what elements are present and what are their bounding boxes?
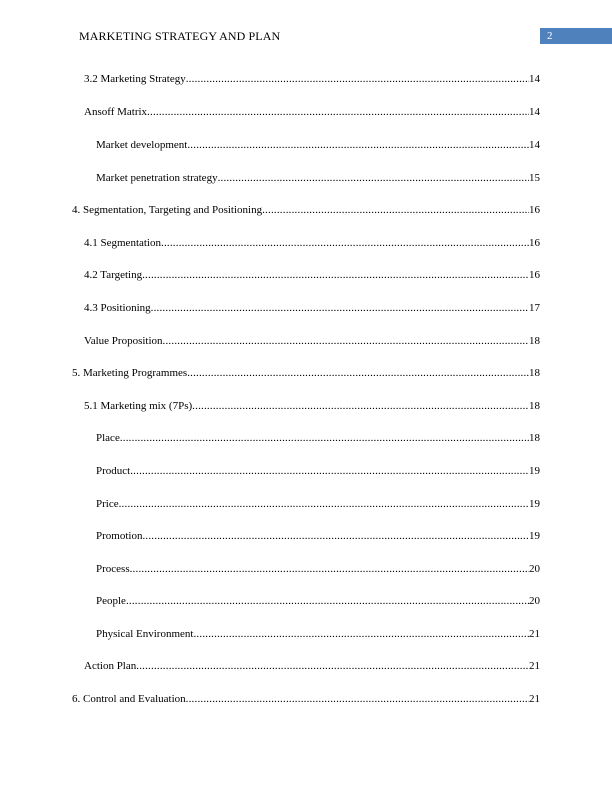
toc-entry-label: Market development [96, 139, 188, 151]
toc-entry-label: Value Proposition [84, 335, 163, 347]
toc-entry-page: 19 [529, 530, 540, 542]
toc-dot-leader [193, 626, 529, 642]
toc-dot-leader [161, 235, 529, 251]
toc-dot-leader [126, 593, 529, 609]
toc-dot-leader [192, 398, 529, 414]
toc-entry-page: 14 [529, 73, 540, 85]
toc-entry-page: 16 [529, 269, 540, 281]
toc-entry[interactable] [96, 496, 540, 512]
toc-dot-leader [187, 137, 529, 153]
toc-dot-leader [218, 170, 529, 186]
toc-dot-leader [186, 71, 529, 87]
toc-dot-leader [151, 300, 529, 316]
toc-entry[interactable] [96, 561, 540, 577]
toc-entry-label: Physical Environment [96, 628, 194, 640]
toc-entry[interactable] [96, 593, 540, 609]
toc-entry-page: 15 [529, 172, 540, 184]
toc-entry-label: 4. Segmentation, Targeting and Positioning [72, 204, 263, 216]
toc-entry-label: People [96, 595, 126, 607]
toc-entry-page: 18 [529, 432, 540, 444]
toc-entry[interactable] [96, 463, 540, 479]
page-number: 2 [547, 30, 553, 42]
toc-entry-page: 20 [529, 595, 540, 607]
toc-entry-page: 18 [529, 335, 540, 347]
toc-dot-leader [130, 561, 529, 577]
toc-dot-leader [186, 691, 529, 707]
toc-entry[interactable] [96, 626, 540, 642]
toc-entry[interactable] [96, 528, 540, 544]
toc-entry-label: Product [96, 465, 131, 477]
toc-entry[interactable] [84, 267, 540, 283]
toc-entry-page: 21 [529, 660, 540, 672]
toc-entry-page: 17 [529, 302, 540, 314]
toc-entry-label: Action Plan [84, 660, 137, 672]
toc-entry[interactable] [84, 300, 540, 316]
toc-dot-leader [262, 202, 529, 218]
toc-entry-label: 3.2 Marketing Strategy [84, 73, 186, 85]
running-header-title: MARKETING STRATEGY AND PLAN [79, 29, 281, 43]
toc-entry-label: 6. Control and Evaluation [72, 693, 186, 705]
toc-entry-page: 19 [529, 498, 540, 510]
toc-dot-leader [142, 267, 529, 283]
toc-entry[interactable] [72, 691, 540, 707]
toc-entry-label: Market penetration strategy [96, 172, 218, 184]
toc-entry[interactable] [84, 333, 540, 349]
toc-entry[interactable] [84, 658, 540, 674]
page-number-badge [540, 28, 612, 44]
toc-entry-label: 4.3 Positioning [84, 302, 151, 314]
toc-entry-label: Process [96, 563, 130, 575]
toc-entry-page: 21 [529, 628, 540, 640]
toc-entry-label: 5.1 Marketing mix (7Ps) [84, 400, 193, 412]
toc-entry[interactable] [96, 430, 540, 446]
toc-entry-label: Price [96, 498, 119, 510]
toc-entry-page: 21 [529, 693, 540, 705]
toc-entry[interactable] [84, 398, 540, 414]
toc-dot-leader [147, 104, 529, 120]
toc-entry[interactable] [84, 235, 540, 251]
toc-entry-label: 5. Marketing Programmes [72, 367, 188, 379]
toc-dot-leader [136, 658, 529, 674]
toc-entry-label: 4.2 Targeting [84, 269, 143, 281]
toc-entry-page: 20 [529, 563, 540, 575]
toc-entry-page: 16 [529, 237, 540, 249]
toc-entry-label: Promotion [96, 530, 143, 542]
toc-dot-leader [130, 463, 529, 479]
toc-entry-page: 18 [529, 400, 540, 412]
toc-entry-label: Place [96, 432, 120, 444]
toc-entry-page: 14 [529, 139, 540, 151]
toc-entry-label: 4.1 Segmentation [84, 237, 161, 249]
toc-entry[interactable] [84, 104, 540, 120]
toc-entry[interactable] [96, 170, 540, 186]
toc-entry-page: 16 [529, 204, 540, 216]
toc-dot-leader [142, 528, 529, 544]
toc-entry[interactable] [72, 202, 540, 218]
toc-dot-leader [163, 333, 529, 349]
toc-dot-leader [187, 365, 529, 381]
toc-entry-page: 14 [529, 106, 540, 118]
toc-entry-label: Ansoff Matrix [84, 106, 148, 118]
toc-dot-leader [120, 430, 529, 446]
toc-entry[interactable] [96, 137, 540, 153]
toc-entry[interactable] [72, 365, 540, 381]
toc-dot-leader [119, 496, 529, 512]
toc-entry[interactable] [84, 71, 540, 87]
toc-entry-page: 18 [529, 367, 540, 379]
toc-entry-page: 19 [529, 465, 540, 477]
